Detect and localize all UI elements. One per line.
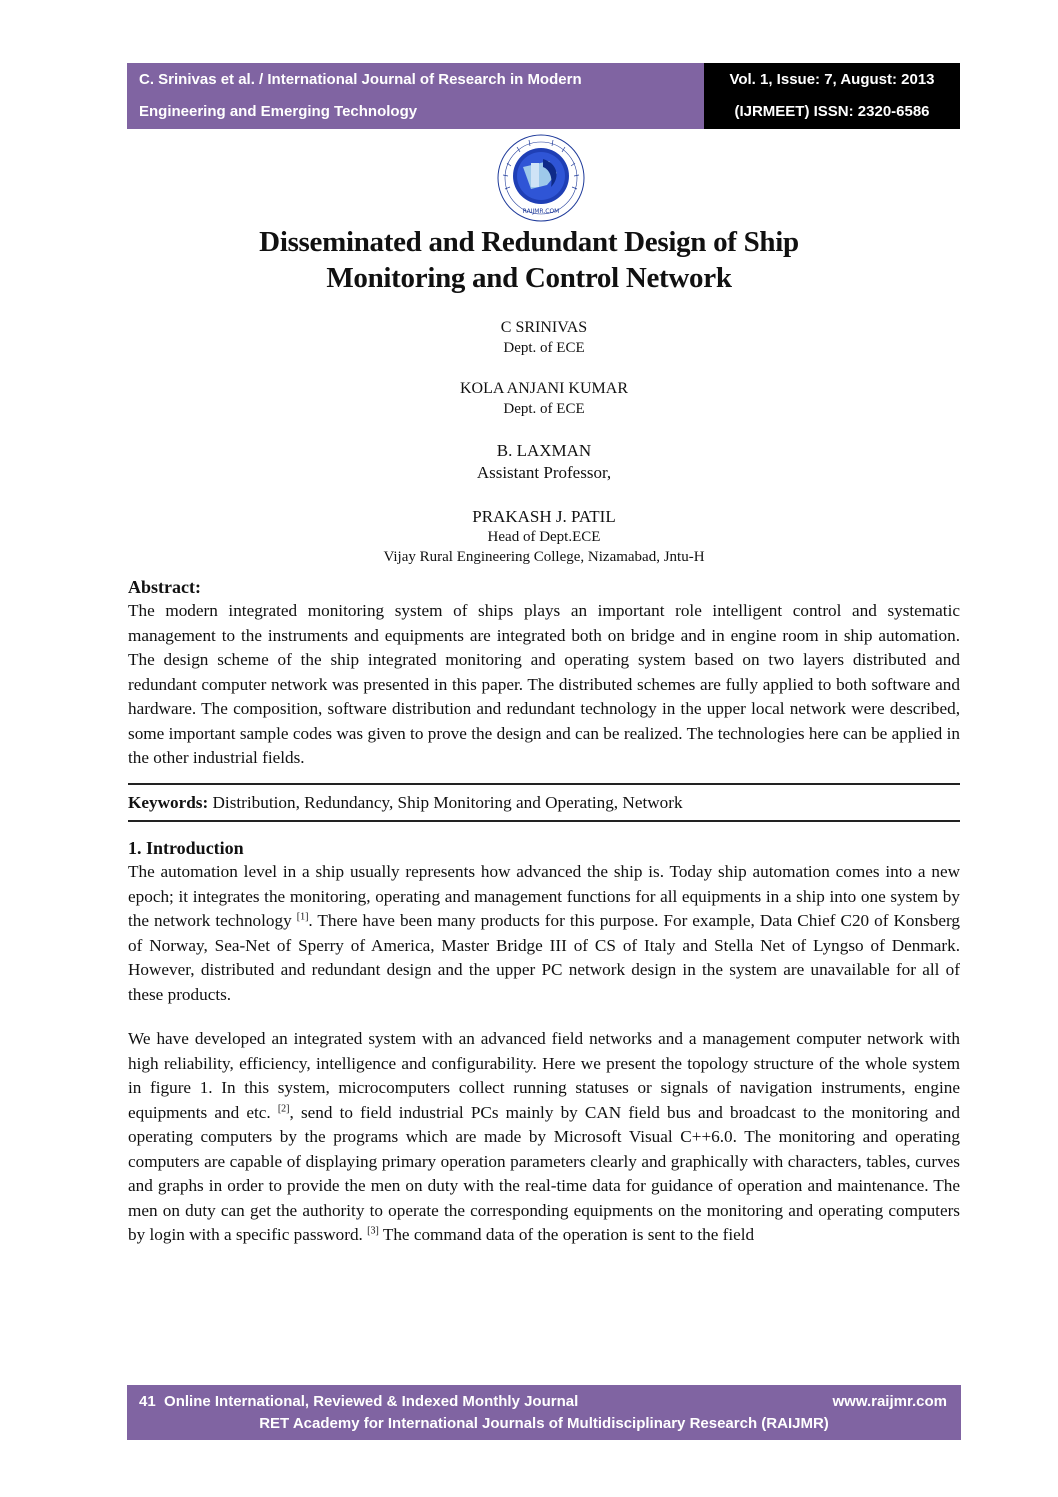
author-affiliation: Dept. of ECE xyxy=(503,340,585,356)
header-volume-issue: Vol. 1, Issue: 7, August: 2013 xyxy=(729,71,935,88)
running-header-right xyxy=(704,63,960,129)
logo-site-text: RAIJMR.COM xyxy=(522,208,560,215)
author-affiliation: Head of Dept.ECE xyxy=(487,529,601,545)
header-issn: (IJRMEET) ISSN: 2320-6586 xyxy=(734,103,930,120)
keywords-label: Keywords: xyxy=(128,792,209,812)
paper-title xyxy=(0,224,1058,296)
author-block xyxy=(0,506,1058,567)
author-affiliation: Assistant Professor, xyxy=(476,463,612,482)
introduction-paragraph: The automation level in a ship usually represents how advanced the ship is. Today ship automation comes into a new epoch; it integrates the monitoring, operating and management functions for all equipments in a ship into one system by the network technology [1]. There have been many products for this purpose. For example, Data Chief C20 of Konsberg of Norway, Sea-Net of Sperry of America, Master Bridge III of CS of Italy and Stella Net of Lyngso of Denmark. However, distributed and redundant design and the upper PC network design in the system are unavailable for all of these products. xyxy=(128,862,960,1004)
author-block xyxy=(0,379,1058,419)
keywords-text: Distribution, Redundancy, Ship Monitoring and Operating, Network xyxy=(208,792,683,812)
author-block xyxy=(0,440,1058,484)
introduction-paragraph: We have developed an integrated system with an advanced field networks and a management computer network with high reliability, efficiency, intelligence and configurability. Here we present the topology structure of the whole system in figure 1. In this system, microcomputers collect running statuses or signals of navigation instruments, engine equipments and etc. [2], send to field industrial PCs mainly by CAN field bus and broadcast to the monitoring and operating computers by the programs which are made by Microsoft Visual C++6.0. The monitoring and operating computers are capable of displaying primary operation parameters clearly and graphically with characters, tables, curves and graphs in order to provide the men on duty with the real-time data for guidance of operation and maintenance. The men on duty can get the authority to operate the corresponding equipments on the monitoring and operating computers by login with a specific password. [3] The command data of the operation is sent to the field xyxy=(128,1029,960,1244)
divider xyxy=(128,820,960,822)
citation-ref: [2] xyxy=(277,1102,290,1114)
title-line-1: Disseminated and Redundant Design of Ship xyxy=(259,226,799,258)
introduction-heading: 1. Introduction xyxy=(128,838,244,858)
raijmr-logo-icon xyxy=(487,133,595,223)
abstract-text: The modern integrated monitoring system of ships plays an important role intelligent control and systematic management to the instruments and equipments are integrated both on bridge and in engine room in ship automation. The design scheme of the ship integrated monitoring and operating system based on two layers distributed and redundant computer network was presented in this paper. The distributed schemes are fully applied to both software and hardware. The composition, software distribution and redundant technology in the upper local network were described, some important sample codes was given to prove the design and can be realized. The technologies here can be applied in the other industrial fields. xyxy=(128,601,960,767)
footer-url-link[interactable]: www.raijmr.com xyxy=(832,1393,947,1410)
page-footer xyxy=(127,1385,961,1440)
author-institution: Vijay Rural Engineering College, Nizamabad, Jntu-H xyxy=(383,549,705,565)
footer-journal-desc: Online International, Reviewed & Indexed Monthly Journal xyxy=(164,1393,579,1410)
author-block xyxy=(0,318,1058,358)
header-citation: C. Srinivas et al. / International Journal of Research in Modern xyxy=(139,71,582,88)
citation-ref: [3] xyxy=(367,1225,379,1237)
header-journal-name: Engineering and Emerging Technology xyxy=(139,103,418,120)
author-name: B. LAXMAN xyxy=(496,441,592,460)
footer-publisher: RET Academy for International Journals of Multidisciplinary Research (RAIJMR) xyxy=(259,1415,829,1432)
author-name: C SRINIVAS xyxy=(500,319,588,336)
author-affiliation: Dept. of ECE xyxy=(503,401,585,417)
author-name: KOLA ANJANI KUMAR xyxy=(459,380,628,397)
title-line-2: Monitoring and Control Network xyxy=(326,262,732,294)
citation-ref: [1] xyxy=(296,911,309,923)
running-header-left xyxy=(127,63,704,129)
author-name: PRAKASH J. PATIL xyxy=(472,507,616,526)
footer-line-1 xyxy=(139,1393,578,1410)
paper-body xyxy=(128,575,960,1248)
page-number: 41 xyxy=(139,1393,156,1410)
keywords-line xyxy=(128,785,960,821)
author-list xyxy=(0,318,1058,567)
abstract-heading: Abstract: xyxy=(128,577,201,597)
